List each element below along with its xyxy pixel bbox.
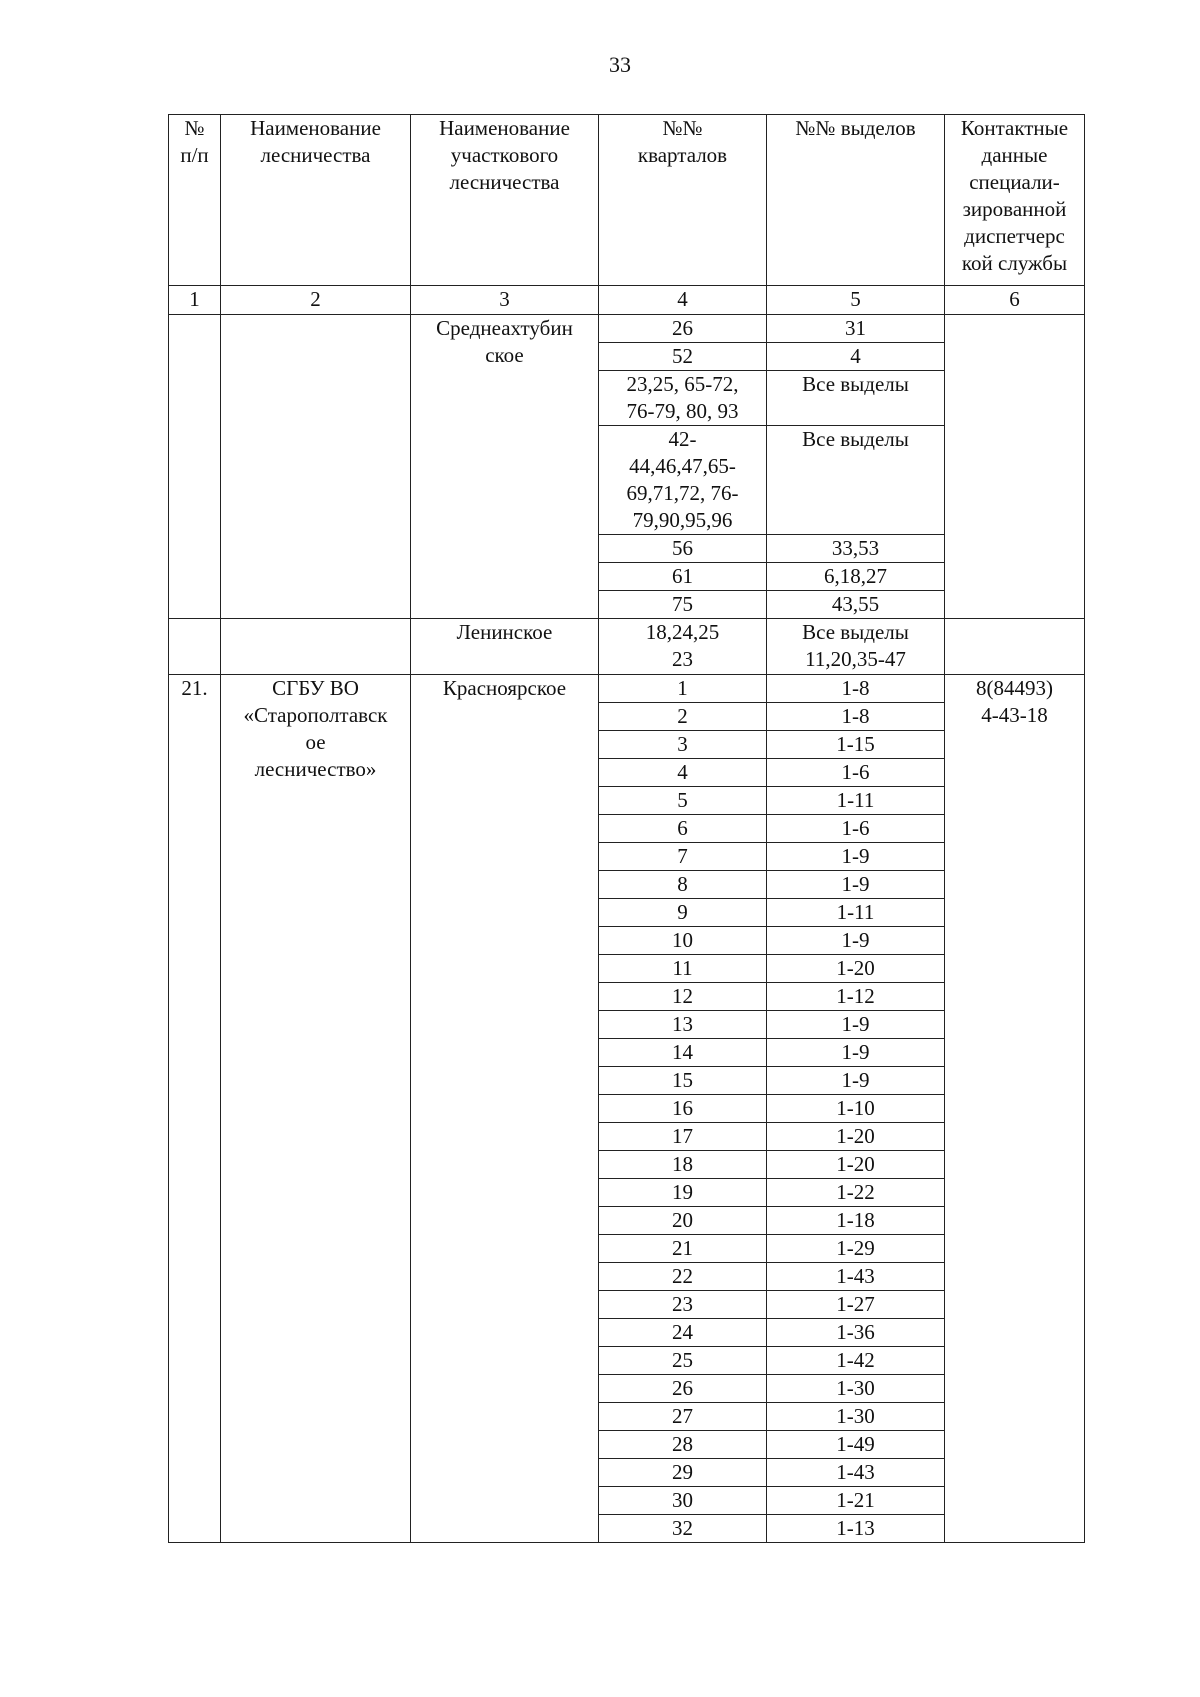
lesnichestvo-cell <box>221 315 411 619</box>
column-number <box>221 286 411 315</box>
vydely-cell <box>767 426 945 535</box>
kvartaly-cell <box>599 759 767 787</box>
kvartaly-cell <box>599 563 767 591</box>
kvartaly-cell <box>599 1151 767 1179</box>
vydely-cell <box>767 1095 945 1123</box>
cell-line: 1 <box>189 287 200 311</box>
cell-line: Все выделы <box>802 372 909 396</box>
cell-line: 26 <box>672 1376 693 1400</box>
cell-line: 1-22 <box>836 1180 875 1204</box>
kvartaly-cell <box>599 955 767 983</box>
kvartaly-cell <box>599 1039 767 1067</box>
vydely-cell <box>767 675 945 703</box>
cell-line: кой службы <box>961 251 1068 275</box>
cell-line: 15 <box>672 1068 693 1092</box>
kvartaly-cell <box>599 927 767 955</box>
cell-line: 23 <box>672 647 693 671</box>
cell-line: 3 <box>499 287 510 311</box>
cell-line: 1-20 <box>836 1152 875 1176</box>
kvartaly-cell <box>599 731 767 759</box>
vydely-cell <box>767 703 945 731</box>
cell-line: 17 <box>672 1124 693 1148</box>
cell-line: 3 <box>677 732 688 756</box>
cell-line: участкового <box>450 143 559 167</box>
column-header <box>599 115 767 286</box>
cell-line: Среднеахтубин <box>436 316 573 340</box>
cell-line: лесничества <box>260 143 371 167</box>
cell-line: 16 <box>672 1096 693 1120</box>
kvartaly-cell <box>599 675 767 703</box>
cell-line: 44,46,47,65- <box>629 454 736 478</box>
cell-line: 26 <box>672 316 693 340</box>
kvartaly-cell <box>599 1235 767 1263</box>
vydely-cell <box>767 1319 945 1347</box>
kvartaly-cell <box>599 1263 767 1291</box>
kvartaly-cell <box>599 899 767 927</box>
kvartaly-cell <box>599 1319 767 1347</box>
vydely-cell <box>767 1151 945 1179</box>
cell-line: ое <box>305 730 326 754</box>
kvartaly-cell <box>599 1431 767 1459</box>
vydely-cell <box>767 1375 945 1403</box>
cell-line: 30 <box>672 1488 693 1512</box>
cell-line: 1-11 <box>836 900 875 924</box>
cell-line: 24 <box>672 1320 693 1344</box>
lesnichestvo-cell <box>221 675 411 1543</box>
cell-line: 1-8 <box>841 704 870 728</box>
cell-line: 1-36 <box>836 1320 875 1344</box>
column-header <box>767 115 945 286</box>
vydely-cell <box>767 871 945 899</box>
vydely-cell <box>767 315 945 343</box>
cell-line: 6 <box>1009 287 1020 311</box>
column-header <box>221 115 411 286</box>
kvartaly-cell <box>599 1123 767 1151</box>
vydely-cell <box>767 1459 945 1487</box>
cell-line: 4 <box>677 287 688 311</box>
kvartaly-cell <box>599 787 767 815</box>
cell-line: 12 <box>672 984 693 1008</box>
uchastkovoe-cell <box>411 675 599 1543</box>
cell-line: 28 <box>672 1432 693 1456</box>
uchastkovoe-cell <box>411 315 599 619</box>
cell-line: 1-30 <box>836 1376 875 1400</box>
vydely-cell <box>767 1403 945 1431</box>
kvartaly-cell <box>599 315 767 343</box>
cell-line: 1 <box>677 676 688 700</box>
cell-line: 1-13 <box>836 1516 875 1540</box>
cell-line: 9 <box>677 900 688 924</box>
cell-line: 5 <box>677 788 688 812</box>
cell-line: данные <box>981 143 1048 167</box>
cell-line: 23 <box>672 1292 693 1316</box>
cell-line: Все выделы <box>802 620 909 644</box>
vydely-cell <box>767 563 945 591</box>
vydely-cell <box>767 1291 945 1319</box>
kvartaly-cell <box>599 1375 767 1403</box>
cell-line: 22 <box>672 1264 693 1288</box>
cell-line: 4-43-18 <box>981 703 1048 727</box>
cell-line: 21. <box>181 676 208 700</box>
table-row <box>169 619 1085 675</box>
vydely-cell <box>767 1123 945 1151</box>
cell-line: Наименование <box>250 116 381 140</box>
cell-line: 14 <box>672 1040 693 1064</box>
cell-line: 1-30 <box>836 1404 875 1428</box>
vydely-cell <box>767 1487 945 1515</box>
cell-line: 42- <box>668 427 697 451</box>
cell-line: ское <box>485 343 524 367</box>
vydely-cell <box>767 759 945 787</box>
kvartaly-cell <box>599 1347 767 1375</box>
contact-cell <box>945 315 1085 619</box>
cell-line: №№ выделов <box>795 116 916 140</box>
cell-line: 10 <box>672 928 693 952</box>
vydely-cell <box>767 843 945 871</box>
cell-line: Все выделы <box>802 427 909 451</box>
vydely-cell <box>767 1347 945 1375</box>
cell-line: 52 <box>672 344 693 368</box>
cell-line: 1-9 <box>841 872 870 896</box>
cell-line: 31 <box>845 316 866 340</box>
cell-line: 69,71,72, 76- <box>626 481 739 505</box>
vydely-cell <box>767 815 945 843</box>
cell-line: 13 <box>672 1012 693 1036</box>
kvartaly-cell <box>599 871 767 899</box>
cell-line: 43,55 <box>831 592 880 616</box>
column-header <box>169 115 221 286</box>
vydely-cell <box>767 1431 945 1459</box>
kvartaly-cell <box>599 1207 767 1235</box>
table-row <box>169 675 1085 703</box>
vydely-cell <box>767 1011 945 1039</box>
kvartaly-cell <box>599 1291 767 1319</box>
kvartaly-cell <box>599 1487 767 1515</box>
cell-line: 4 <box>850 344 861 368</box>
cell-line: 2 <box>310 287 321 311</box>
cell-line: 76-79, 80, 93 <box>626 399 739 423</box>
kvartaly-cell <box>599 983 767 1011</box>
contact-cell <box>945 619 1085 675</box>
cell-line: 79,90,95,96 <box>632 508 733 532</box>
cell-line: 1-9 <box>841 844 870 868</box>
cell-line: 20 <box>672 1208 693 1232</box>
cell-line: Контактные <box>960 116 1069 140</box>
cell-line: СГБУ ВО <box>272 676 359 700</box>
cell-line: 18,24,25 <box>645 620 720 644</box>
vydely-cell <box>767 731 945 759</box>
cell-line: 19 <box>672 1180 693 1204</box>
cell-line: 6 <box>677 816 688 840</box>
column-number <box>411 286 599 315</box>
column-number <box>169 286 221 315</box>
kvartaly-cell <box>599 1095 767 1123</box>
cell-line: №№ <box>662 116 703 140</box>
vydely-cell <box>767 535 945 563</box>
cell-line: 1-10 <box>836 1096 875 1120</box>
kvartaly-cell <box>599 815 767 843</box>
table-row <box>169 315 1085 343</box>
vydely-cell <box>767 927 945 955</box>
cell-line: 11,20,35-47 <box>805 647 906 671</box>
cell-line: 1-20 <box>836 956 875 980</box>
cell-line: 1-15 <box>836 732 875 756</box>
cell-line: 7 <box>677 844 688 868</box>
column-number <box>599 286 767 315</box>
cell-line: 32 <box>672 1516 693 1540</box>
vydely-cell <box>767 787 945 815</box>
cell-line: лесничества <box>449 170 560 194</box>
cell-line: 8 <box>677 872 688 896</box>
cell-line: п/п <box>180 143 209 167</box>
uchastkovoe-cell <box>411 619 599 675</box>
cell-line: 61 <box>672 564 693 588</box>
cell-line: 1-9 <box>841 1012 870 1036</box>
vydely-cell <box>767 983 945 1011</box>
contact-cell <box>945 675 1085 1543</box>
column-number-row <box>169 286 1085 315</box>
cell-line: 6,18,27 <box>824 564 887 588</box>
cell-line: 1-27 <box>836 1292 875 1316</box>
column-header <box>411 115 599 286</box>
cell-line: 1-29 <box>836 1236 875 1260</box>
cell-line: 5 <box>850 287 861 311</box>
cell-line: 2 <box>677 704 688 728</box>
cell-line: «Старополтавск <box>243 703 388 727</box>
lesnichestvo-cell <box>221 619 411 675</box>
cell-line: 56 <box>672 536 693 560</box>
row-number-cell <box>169 619 221 675</box>
header-row <box>169 115 1085 286</box>
kvartaly-cell <box>599 619 767 675</box>
cell-line: 75 <box>672 592 693 616</box>
cell-line: 1-49 <box>836 1432 875 1456</box>
vydely-cell <box>767 1515 945 1543</box>
cell-line: 1-9 <box>841 928 870 952</box>
vydely-cell <box>767 1263 945 1291</box>
cell-line: 1-20 <box>836 1124 875 1148</box>
cell-line: специали- <box>969 170 1060 194</box>
kvartaly-cell <box>599 371 767 426</box>
row-number-cell <box>169 675 221 1543</box>
vydely-cell <box>767 1067 945 1095</box>
page-number: 33 <box>609 52 631 77</box>
cell-line: 1-42 <box>836 1348 875 1372</box>
cell-line: зированной <box>962 197 1067 221</box>
cell-line: 4 <box>677 760 688 784</box>
cell-line: 1-9 <box>841 1068 870 1092</box>
cell-line: диспетчерс <box>964 224 1065 248</box>
column-number <box>767 286 945 315</box>
cell-line: 25 <box>672 1348 693 1372</box>
row-number-cell <box>169 315 221 619</box>
column-header <box>945 115 1085 286</box>
cell-line: № <box>184 116 205 140</box>
vydely-cell <box>767 371 945 426</box>
cell-line: Красноярское <box>442 676 567 700</box>
kvartaly-cell <box>599 1403 767 1431</box>
cell-line: 1-6 <box>841 816 870 840</box>
kvartaly-cell <box>599 703 767 731</box>
cell-line: 1-12 <box>836 984 875 1008</box>
kvartaly-cell <box>599 1179 767 1207</box>
cell-line: 33,53 <box>831 536 880 560</box>
cell-line: 1-9 <box>841 1040 870 1064</box>
kvartaly-cell <box>599 843 767 871</box>
cell-line: 29 <box>672 1460 693 1484</box>
vydely-cell <box>767 1179 945 1207</box>
cell-line: 1-43 <box>836 1460 875 1484</box>
cell-line: 11 <box>672 956 693 980</box>
kvartaly-cell <box>599 1459 767 1487</box>
cell-line: 1-8 <box>841 676 870 700</box>
vydely-cell <box>767 591 945 619</box>
kvartaly-cell <box>599 535 767 563</box>
kvartaly-cell <box>599 343 767 371</box>
vydely-cell <box>767 899 945 927</box>
kvartaly-cell <box>599 1067 767 1095</box>
cell-line: 1-11 <box>836 788 875 812</box>
cell-line: 1-43 <box>836 1264 875 1288</box>
vydely-cell <box>767 1039 945 1067</box>
cell-line: 1-18 <box>836 1208 875 1232</box>
cell-line: 1-6 <box>841 760 870 784</box>
vydely-cell <box>767 955 945 983</box>
cell-line: 18 <box>672 1152 693 1176</box>
cell-line: 23,25, 65-72, <box>626 372 739 396</box>
column-number <box>945 286 1085 315</box>
cell-line: 1-21 <box>836 1488 875 1512</box>
cell-line: Наименование <box>439 116 570 140</box>
cell-line: лесничество» <box>254 757 377 781</box>
cell-line: кварталов <box>637 143 728 167</box>
forestry-table <box>168 114 1085 1543</box>
cell-line: 21 <box>672 1236 693 1260</box>
cell-line: 27 <box>672 1404 693 1428</box>
vydely-cell <box>767 619 945 675</box>
kvartaly-cell <box>599 1011 767 1039</box>
vydely-cell <box>767 343 945 371</box>
kvartaly-cell <box>599 1515 767 1543</box>
cell-line: Ленинское <box>456 620 553 644</box>
cell-line: 8(84493) <box>976 676 1053 700</box>
kvartaly-cell <box>599 591 767 619</box>
vydely-cell <box>767 1235 945 1263</box>
vydely-cell <box>767 1207 945 1235</box>
kvartaly-cell <box>599 426 767 535</box>
